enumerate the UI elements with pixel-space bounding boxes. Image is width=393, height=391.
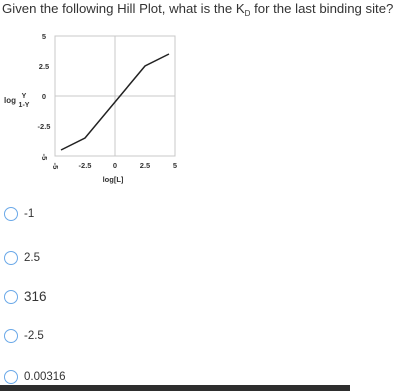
choice-option-4[interactable] bbox=[4, 329, 44, 343]
y-tick-label: 0 bbox=[41, 92, 47, 101]
y-axis-label-prefix: log bbox=[4, 96, 16, 105]
x-tick-label: 2.5 bbox=[139, 161, 151, 170]
choice-label: 316 bbox=[24, 289, 47, 304]
footer-bar bbox=[0, 385, 350, 391]
choice-option-2[interactable] bbox=[4, 251, 40, 265]
x-axis-label: log[L] bbox=[102, 175, 124, 184]
y-axis-label-denominator: 1-Y bbox=[18, 102, 30, 109]
choice-option-1[interactable] bbox=[4, 207, 34, 221]
hill-plot-chart bbox=[0, 30, 200, 200]
choice-label: -1 bbox=[24, 208, 35, 220]
radio-button[interactable] bbox=[4, 251, 18, 265]
kd-symbol: $K_D$ bbox=[235, 1, 251, 18]
question-text bbox=[2, 1, 393, 19]
radio-button[interactable] bbox=[4, 329, 18, 343]
choice-label: 0.00316 bbox=[24, 371, 66, 383]
y-tick-label: -2.5 bbox=[37, 122, 51, 131]
choice-label: 2.5 bbox=[24, 252, 40, 264]
radio-button[interactable] bbox=[4, 370, 18, 384]
y-tick-label: 2.5 bbox=[38, 62, 50, 71]
x-tick-label: 5 bbox=[172, 161, 178, 170]
y-tick-label: 5 bbox=[41, 32, 47, 41]
x-tick-labels bbox=[51, 161, 177, 170]
radio-button[interactable] bbox=[4, 290, 18, 304]
radio-button[interactable] bbox=[4, 207, 18, 221]
question-text-before: Given the following Hill Plot, what is the bbox=[2, 1, 233, 16]
y-tick-labels bbox=[38, 32, 51, 160]
y-tick-label: -5 bbox=[40, 153, 49, 161]
question-text-after: for the last binding site? bbox=[254, 1, 393, 16]
choice-option-3[interactable] bbox=[4, 289, 47, 304]
choice-option-5[interactable] bbox=[4, 370, 66, 384]
x-tick-label: -5 bbox=[51, 162, 60, 170]
choice-label: -2.5 bbox=[24, 330, 44, 342]
x-tick-label: 0 bbox=[112, 161, 118, 170]
x-tick-label: -2.5 bbox=[78, 161, 92, 170]
y-axis-label-numerator: Y bbox=[21, 93, 27, 100]
